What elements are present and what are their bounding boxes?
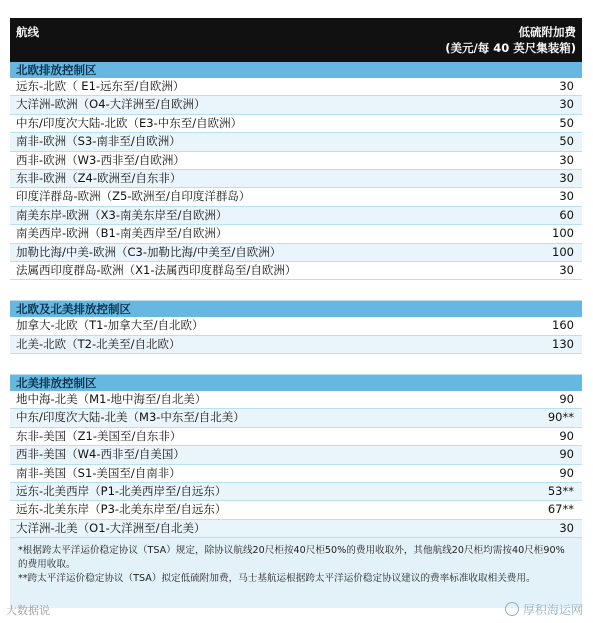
fee-cell: 90 — [559, 447, 574, 462]
fee-column-header — [445, 24, 576, 56]
footnote-1: *根据跨太平洋运价稳定协议（TSA）规定，除协议航线20尺柜按40尺柜50%的费用收取外，其他航线20尺柜均需按40尺柜90%的费用收取。 — [18, 545, 565, 571]
watermark-right — [505, 601, 583, 618]
table-row — [10, 78, 582, 96]
route-cell: 南美西岸-欧洲（B1-南美西岸至/自欧洲） — [16, 226, 228, 241]
route-cell: 远东-北美东岸（P3-北美东岸至/自远东） — [16, 502, 227, 517]
table-row — [10, 133, 582, 151]
table-row — [10, 152, 582, 170]
table-row — [10, 446, 582, 464]
fee-cell: 100 — [552, 226, 574, 241]
table-row — [10, 520, 582, 538]
fee-cell: 30 — [559, 152, 574, 167]
table-row — [10, 501, 582, 519]
route-cell: 中东/印度次大陆-北欧（E3-中东至/自欧洲） — [16, 115, 243, 130]
route-cell: 大洋洲-北美（O1-大洋洲至/自北美） — [16, 520, 206, 535]
table-header — [10, 18, 582, 62]
route-cell: 大洋洲-欧洲（O4-大洋洲至/自欧洲） — [16, 97, 206, 112]
watermark-left: 大数据说 — [6, 604, 50, 617]
route-cell: 南非-欧洲（S3-南非至/自欧洲） — [16, 134, 181, 149]
table-row — [10, 115, 582, 133]
route-cell: 北美-北欧（T2-北美至/自北欧） — [16, 336, 181, 351]
table-row — [10, 170, 582, 188]
route-cell: 法属西印度群岛-欧洲（X1-法属西印度群岛至/自欧洲） — [16, 262, 297, 277]
fee-cell: 90** — [547, 410, 574, 425]
footnotes — [10, 538, 582, 608]
table-body — [10, 62, 582, 538]
table-row — [10, 465, 582, 483]
fee-cell: 160 — [552, 318, 574, 333]
fee-cell: 90 — [559, 428, 574, 443]
route-cell: 中东/印度次大陆-北美（M3-中东至/自北美） — [16, 410, 245, 425]
table-row — [10, 317, 582, 335]
table-row — [10, 207, 582, 225]
table-row — [10, 244, 582, 262]
route-cell: 西非-欧洲（W3-西非至/自欧洲） — [16, 152, 185, 167]
table-row — [10, 188, 582, 206]
route-cell: 加拿大-北欧（T1-加拿大至/自北欧） — [16, 318, 204, 333]
section-title: 北欧及北美排放控制区 — [10, 301, 582, 317]
route-cell: 印度洋群岛-欧洲（Z5-欧洲至/自印度洋群岛） — [16, 189, 251, 204]
section-title: 北欧排放控制区 — [10, 62, 582, 78]
fee-cell: 30 — [559, 262, 574, 277]
route-column-header: 航线 — [16, 25, 39, 39]
fee-cell: 90 — [559, 392, 574, 407]
route-cell: 南美东岸-欧洲（X3-南美东岸至/自欧洲） — [16, 207, 228, 222]
section-title: 北美排放控制区 — [10, 375, 582, 391]
fee-cell: 53** — [547, 484, 574, 499]
fee-header-line1: 低硫附加费 — [518, 25, 576, 39]
fee-cell: 100 — [552, 244, 574, 259]
route-cell: 南非-美国（S1-美国至/自南非） — [16, 465, 181, 480]
route-cell: 加勒比海/中美-欧洲（C3-加勒比海/中美至/自欧洲） — [16, 244, 282, 259]
route-cell: 地中海-北美（M1-地中海至/自北美） — [16, 392, 207, 407]
table-row — [10, 428, 582, 446]
fee-cell: 30 — [559, 79, 574, 93]
section-gap — [10, 354, 582, 375]
route-cell: 远东-北美西岸（P1-北美西岸至/自远东） — [16, 484, 227, 499]
table-row — [10, 483, 582, 501]
fee-cell: 30 — [559, 189, 574, 204]
section-gap — [10, 280, 582, 301]
fee-cell: 30 — [559, 520, 574, 535]
table-row — [10, 96, 582, 114]
table-row — [10, 262, 582, 280]
watermark-right-text: 厚积海运网 — [522, 603, 583, 617]
footnote-2: **跨太平洋运价稳定协议（TSA）拟定低硫附加费，马士基航运根据跨太平洋运价稳定协议建议的费率标准收取相关费用。 — [18, 573, 536, 585]
fee-cell: 50 — [559, 134, 574, 149]
route-cell: 远东-北欧（ E1-远东至/自欧洲） — [16, 79, 185, 93]
fee-cell: 67** — [547, 502, 574, 517]
fee-cell: 90 — [559, 465, 574, 480]
route-cell: 东非-美国（Z1-美国至/自东非） — [16, 428, 182, 443]
table-row — [10, 225, 582, 243]
wechat-icon — [505, 602, 519, 616]
table-row — [10, 409, 582, 427]
fee-header-line2: (美元/每 40 英尺集装箱) — [445, 41, 576, 55]
table-row — [10, 391, 582, 409]
fee-cell: 50 — [559, 115, 574, 130]
fee-cell: 30 — [559, 170, 574, 185]
surcharge-table — [10, 18, 582, 608]
table-row — [10, 336, 582, 354]
route-cell: 西非-美国（W4-西非至/自美国） — [16, 447, 185, 462]
fee-cell: 30 — [559, 97, 574, 112]
fee-cell: 60 — [559, 207, 574, 222]
route-cell: 东非-欧洲（Z4-欧洲至/自东非） — [16, 170, 182, 185]
fee-cell: 130 — [552, 336, 574, 351]
